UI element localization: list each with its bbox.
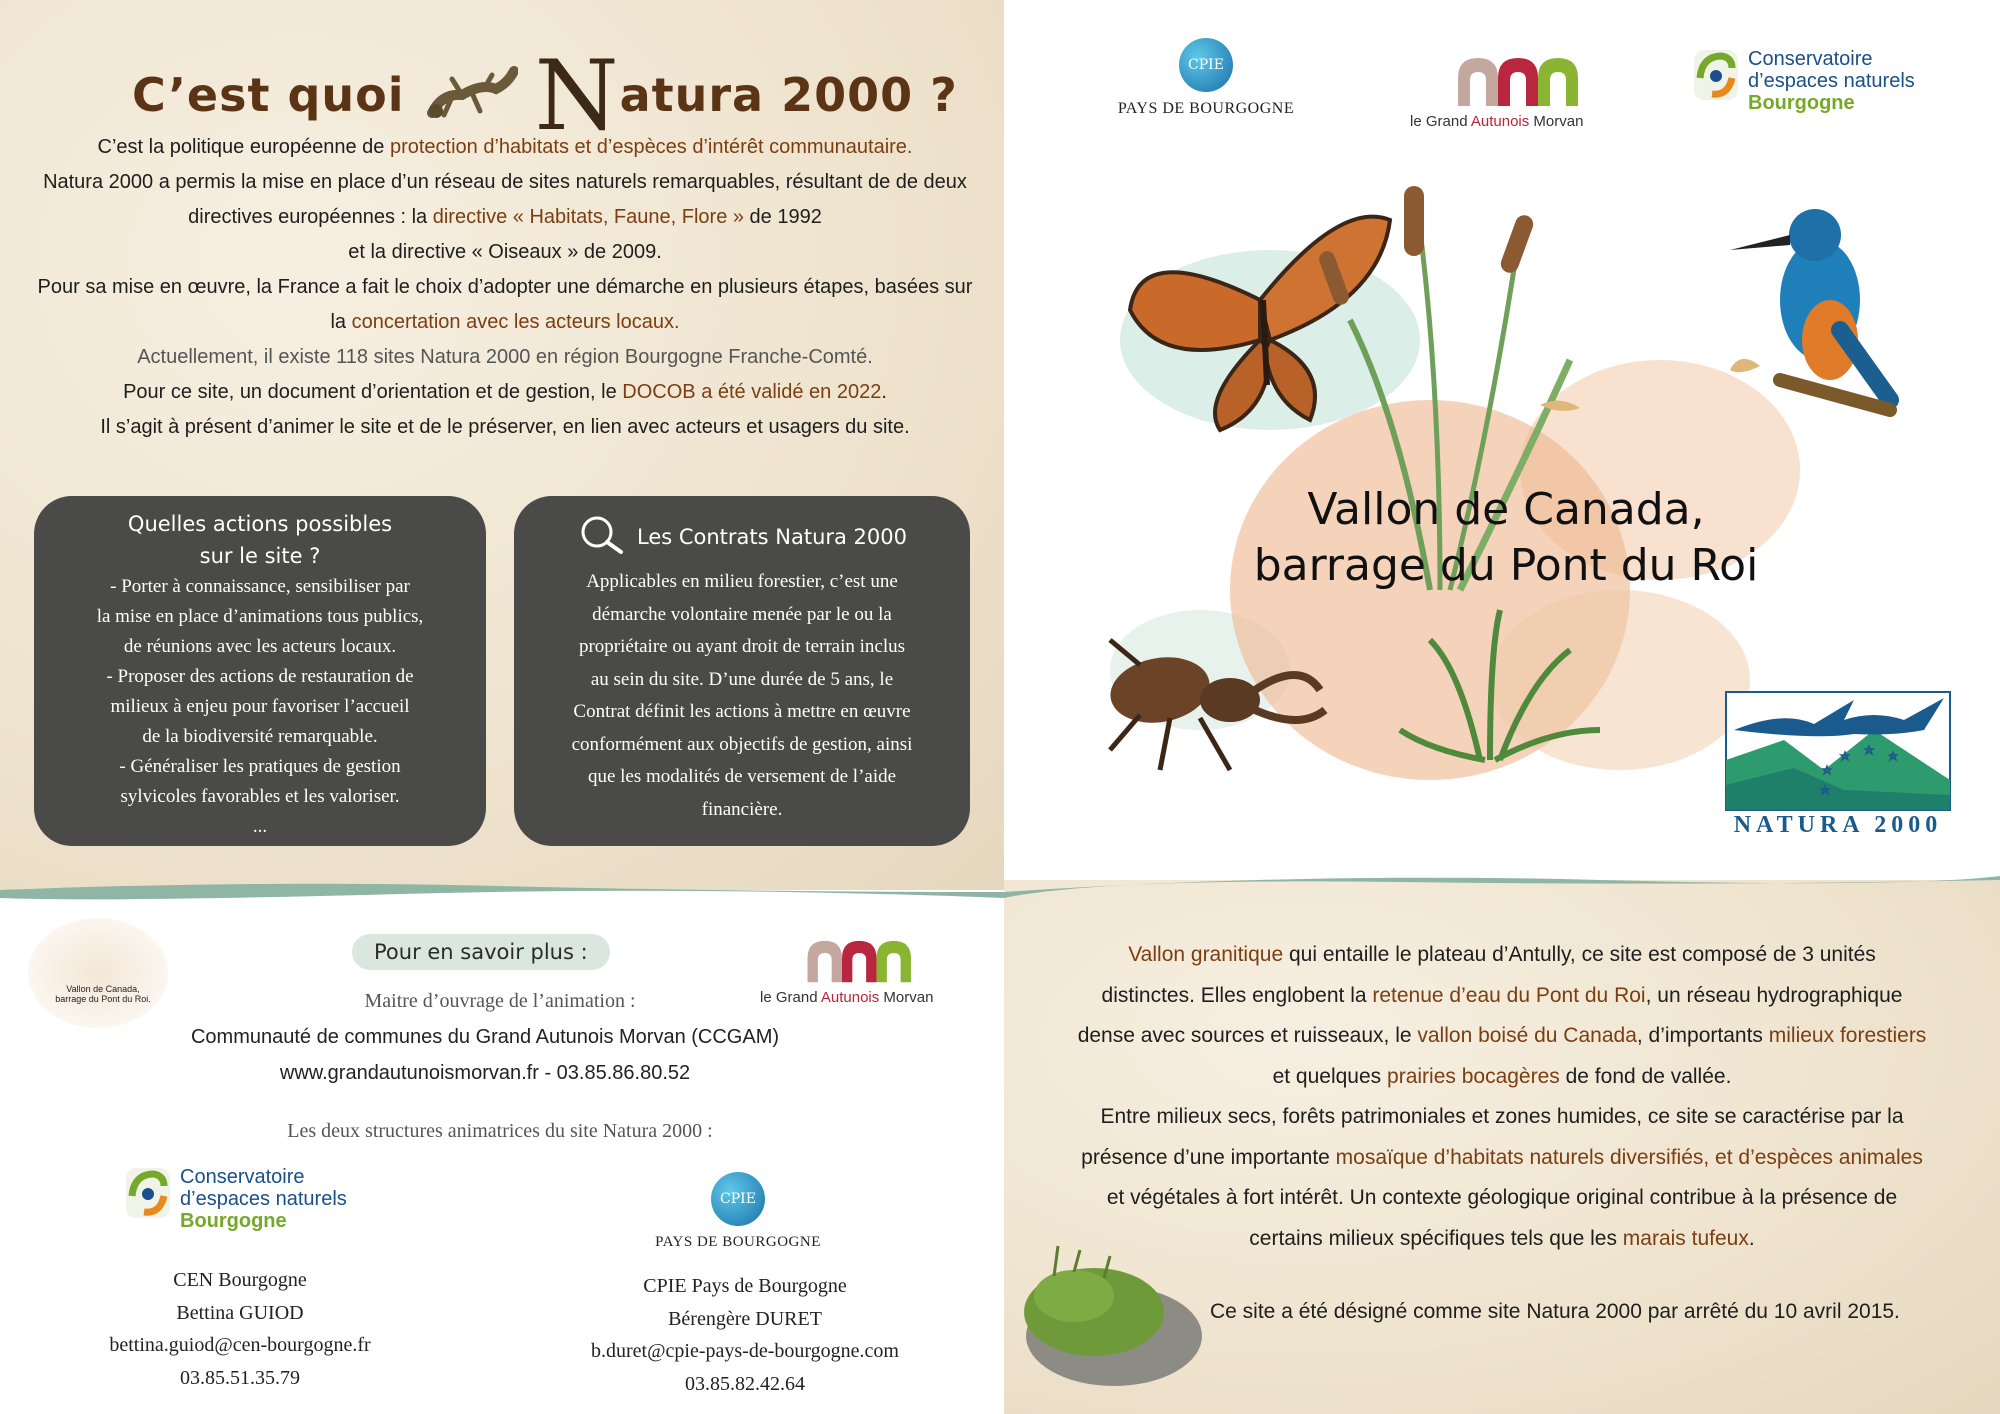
- cpie-contact-line: 03.85.82.42.64: [685, 1372, 805, 1395]
- cen-contact-line: Bettina GUIOD: [176, 1301, 304, 1324]
- gam-emblem-icon: [802, 934, 932, 984]
- actions-list-line: - Proposer des actions de restauration de: [106, 666, 414, 687]
- designation-statement: Ce site a été désigné comme site Natura 2000 par arrêté du 10 avril 2015.: [1210, 1300, 1900, 1323]
- highlight-text: directive « Habitats, Faune, Flore »: [432, 206, 744, 228]
- highlight-text: retenue d’eau du Pont du Roi: [1372, 983, 1646, 1007]
- owner-contact: www.grandautunoismorvan.fr - 03.85.86.80.52: [279, 1062, 691, 1084]
- body-text: Entre milieux secs, forêts patrimoniales et zones humides, ce site se caractérise par la: [1100, 1105, 1904, 1128]
- cpie-emblem: CPIE: [711, 1172, 765, 1226]
- contracts-box: [514, 496, 970, 846]
- gam-accent: Autunois: [820, 989, 880, 1006]
- mossy-rock-icon: [1014, 1226, 1214, 1396]
- contracts-title: [514, 496, 970, 562]
- highlight-text: DOCOB a été validé en 2022: [622, 381, 882, 403]
- intro-paragraph: [30, 130, 980, 445]
- actions-list-line: sylvicoles favorables et les valoriser.: [120, 786, 400, 807]
- body-text: distinctes. Elles englobent la: [1101, 983, 1373, 1007]
- contracts-title-text: Les Contrats Natura 2000: [636, 525, 908, 549]
- body-text: , un réseau hydrographique: [1645, 983, 1903, 1007]
- actions-list-line: la mise en place d’animations tous publics,: [96, 606, 424, 627]
- body-text: et quelques: [1272, 1064, 1388, 1088]
- cen-line-1: Conservatoire: [180, 1166, 305, 1188]
- body-text: Pour sa mise en œuvre, la France a fait le choix d’adopter une démarche en plusieurs étapes, basées sur: [37, 276, 973, 298]
- gam-name: [760, 989, 933, 1006]
- cpie-emblem: CPIE: [1179, 38, 1233, 92]
- actions-box: [34, 496, 486, 846]
- body-text: dense avec sources et ruisseaux, le: [1077, 1024, 1418, 1047]
- body-text: de fond de vallée.: [1559, 1064, 1732, 1088]
- cpie-name: PAYS DE BOURGOGNE: [655, 1234, 821, 1250]
- thumbnail-line-1: Vallon de Canada,: [66, 984, 140, 994]
- body-text: certains milieux spécifiques tels que les: [1249, 1226, 1623, 1250]
- cen-line-3: Bourgogne: [1748, 92, 1855, 114]
- highlight-text: prairies bocagères: [1387, 1064, 1560, 1088]
- cen-emblem-icon: [1692, 48, 1742, 104]
- highlight-text: marais tufeux: [1622, 1226, 1749, 1250]
- highlight-text: mosaïque d’habitats naturels diversifiés, et d’espèces animales: [1335, 1145, 1923, 1169]
- actions-list-line: - Porter à connaissance, sensibiliser par: [110, 576, 410, 597]
- body-text: et la directive « Oiseaux » de 2009.: [348, 241, 662, 263]
- body-text: Natura 2000 a permis la mise en place d’un réseau de sites naturels remarquables, résultant de de deux: [43, 171, 967, 193]
- body-text: qui entaille le plateau d’Antully, ce site est composé de 3 unités: [1283, 943, 1876, 966]
- site-title: [1196, 482, 1816, 594]
- gam-accent: Autunois: [1470, 113, 1530, 130]
- gam-suffix: Morvan: [1529, 113, 1584, 130]
- cpie-name: PAYS DE BOURGOGNE: [1117, 100, 1295, 117]
- cpie-contact-line: Bérengère DURET: [668, 1307, 822, 1330]
- body-text: la: [330, 311, 352, 333]
- grand-autunois-morvan-logo: [1410, 50, 1602, 130]
- cen-name: [1748, 48, 1915, 114]
- body-text: et végétales à fort intérêt. Un contexte géologique original contribue à la présence de: [1106, 1186, 1898, 1209]
- wave-divider: [0, 858, 2000, 918]
- title-part-2: atura 2000 ?: [619, 68, 958, 122]
- gam-prefix: le Grand: [760, 989, 821, 1006]
- cen-logo-small: [124, 1166, 347, 1232]
- body-text: présence d’une importante: [1081, 1145, 1336, 1169]
- site-title-line-2: barrage du Pont du Roi: [1253, 540, 1759, 591]
- actions-list-line: - Généraliser les pratiques de gestion: [119, 756, 401, 777]
- highlight-text: protection d’habitats et d’espèces d’intérêt communautaire.: [389, 136, 913, 158]
- cen-contact-line: 03.85.51.35.79: [180, 1366, 300, 1389]
- cen-contact-line: CEN Bourgogne: [173, 1269, 307, 1291]
- leaf-icon: [1730, 359, 1760, 372]
- actions-list-line: ...: [252, 816, 268, 837]
- cover-thumbnail: [28, 918, 168, 1028]
- contracts-text-line: Contrat définit les actions à mettre en œuvre: [573, 701, 911, 722]
- owner-name: Communauté de communes du Grand Autunois Morvan (CCGAM): [190, 1026, 780, 1048]
- gam-prefix: le Grand: [1410, 113, 1471, 130]
- cen-contact-line: bettina.guiod@cen-bourgogne.fr: [109, 1334, 371, 1356]
- salamander-icon: [422, 53, 518, 133]
- contracts-text: [514, 566, 970, 826]
- cen-emblem-icon: [124, 1166, 174, 1222]
- contracts-text-line: propriétaire ou ayant droit de terrain inclus: [578, 636, 906, 657]
- body-text: Actuellement, il existe 118 sites Natura 2000 en région Bourgogne Franche-Comté.: [137, 346, 873, 368]
- body-text: Pour ce site, un document d’orientation et de gestion, le: [123, 381, 623, 403]
- cpie-contact-block: [520, 1270, 970, 1400]
- actions-list-line: de réunions avec les acteurs locaux.: [123, 636, 397, 657]
- actions-list: [34, 572, 486, 842]
- cen-logo: [1692, 48, 1915, 114]
- body-text: .: [1748, 1226, 1755, 1250]
- body-text: de 1992: [744, 206, 822, 228]
- owner-label: Maitre d’ouvrage de l’animation :: [364, 990, 636, 1012]
- cpie-logo-small: [642, 1172, 834, 1251]
- highlight-text: vallon boisé du Canada: [1417, 1024, 1637, 1047]
- highlight-text: concertation avec les acteurs locaux.: [351, 311, 680, 333]
- body-text: Il s’agit à présent d’animer le site et de le préserver, en lien avec acteurs et usagers du site.: [100, 416, 910, 438]
- cen-line-2: d’espaces naturels: [180, 1188, 347, 1210]
- magnifier-icon: [577, 514, 625, 562]
- body-text: , d’importants: [1636, 1024, 1769, 1047]
- contracts-text-line: Applicables en milieu forestier, c’est une: [586, 571, 898, 592]
- highlight-text: Vallon granitique: [1128, 943, 1284, 966]
- actions-list-line: milieux à enjeu pour favoriser l’accueil: [110, 696, 410, 717]
- actions-title: [34, 496, 486, 572]
- contact-heading: Pour en savoir plus :: [352, 934, 610, 970]
- title-initial: N: [534, 40, 620, 152]
- body-text: directives européennes : la: [188, 206, 433, 228]
- title-part-1: C’est quoi: [132, 68, 405, 122]
- grand-autunois-morvan-logo-small: [760, 934, 933, 1006]
- contracts-text-line: que les modalités de versement de l’aide: [587, 766, 897, 787]
- actions-title-line-2: sur le site ?: [199, 544, 321, 568]
- contracts-text-line: démarche volontaire menée par le ou la: [592, 603, 892, 625]
- gam-name: [1410, 113, 1602, 130]
- kingfisher-icon: [1730, 209, 1890, 410]
- cpie-contact-line: CPIE Pays de Bourgogne: [643, 1275, 847, 1297]
- contracts-text-line: au sein du site. D’une durée de 5 ans, le: [590, 668, 894, 690]
- contracts-text-line: financière.: [701, 798, 783, 820]
- thumbnail-caption: [38, 984, 168, 1004]
- cen-contact-block: [40, 1264, 440, 1394]
- cen-line-1: Conservatoire: [1748, 48, 1873, 70]
- thumbnail-line-2: barrage du Pont du Roi.: [55, 994, 151, 1004]
- natura-2000-wordmark: NATURA 2000: [1733, 812, 1943, 838]
- body-text: .: [881, 381, 887, 403]
- cpie-logo: [1110, 38, 1302, 118]
- actions-list-line: de la biodiversité remarquable.: [142, 726, 378, 747]
- cen-line-2: d’espaces naturels: [1748, 70, 1915, 92]
- site-description: [1032, 935, 1972, 1259]
- actions-title-line-1: Quelles actions possibles: [127, 512, 393, 536]
- body-text: C’est la politique européenne de: [97, 136, 390, 158]
- highlight-text: milieux forestiers: [1768, 1024, 1927, 1047]
- cpie-contact-line: b.duret@cpie-pays-de-bourgogne.com: [591, 1340, 899, 1362]
- cen-line-3: Bourgogne: [180, 1210, 287, 1232]
- structures-label: Les deux structures animatrices du site Natura 2000 :: [287, 1120, 713, 1142]
- site-title-line-1: Vallon de Canada,: [1307, 484, 1705, 535]
- gam-suffix: Morvan: [879, 989, 934, 1006]
- contracts-text-line: conformément aux objectifs de gestion, ainsi: [571, 733, 913, 755]
- gam-emblem-icon: [1452, 50, 1602, 108]
- cen-name: [180, 1166, 347, 1232]
